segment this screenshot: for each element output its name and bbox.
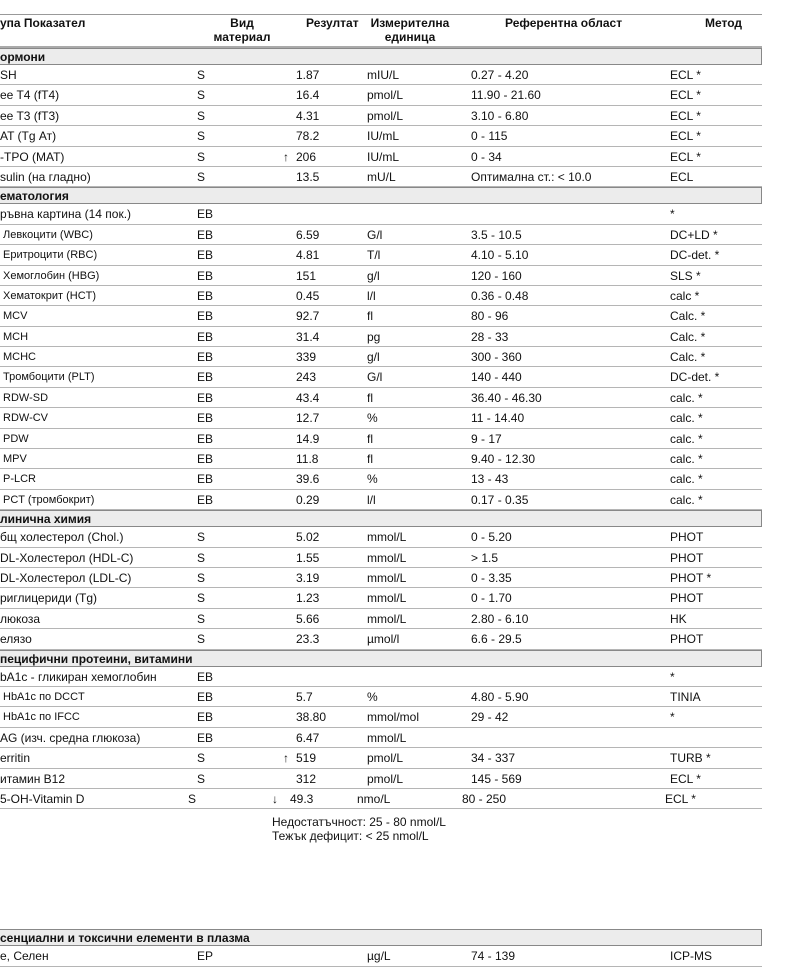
material: EB (197, 689, 214, 704)
material: EB (197, 669, 214, 684)
method: DC-det. * (670, 248, 720, 263)
unit: % (367, 472, 378, 487)
unit: g/l (367, 350, 380, 365)
reference-range: 80 - 96 (471, 309, 509, 324)
method: * (670, 669, 675, 684)
method: ECL * (670, 108, 701, 123)
header-name: упа Показател (0, 16, 86, 30)
material: S (197, 68, 206, 82)
result: 6.47 (296, 730, 320, 745)
table-row (0, 707, 762, 727)
test-name: Тромбоцити (PLT) (3, 371, 95, 384)
material: EB (197, 710, 214, 725)
result: 16.4 (296, 88, 320, 103)
method: PHOT (670, 632, 704, 647)
reference-range: 145 - 569 (471, 771, 522, 786)
table-row (0, 687, 762, 707)
method: calc. * (670, 431, 703, 446)
method: ECL * (670, 68, 701, 82)
unit: µmol/l (367, 632, 400, 647)
test-name: HbA1c по DCCT (3, 690, 85, 703)
test-name: bA1c - гликиран хемоглобин (0, 669, 157, 684)
result: 92.7 (296, 309, 320, 324)
material: S (197, 149, 206, 164)
table-row (0, 245, 762, 265)
table-row (0, 469, 762, 489)
test-name: e, Селен (0, 949, 49, 964)
unit: mmol/L (367, 611, 407, 626)
reference-range: 0.17 - 0.35 (471, 492, 529, 507)
method: Calc. * (670, 309, 706, 324)
unit: pmol/L (367, 108, 404, 123)
table-row (0, 609, 762, 629)
unit: µg/L (367, 949, 391, 964)
method: ECL * (670, 129, 701, 144)
result: 5.02 (296, 530, 320, 545)
result: 38.80 (296, 710, 327, 725)
material: EB (197, 207, 214, 222)
test-name: HbA1c по IFCC (3, 711, 80, 724)
reference-range: 0.36 - 0.48 (471, 288, 529, 303)
table-row (0, 225, 762, 245)
table-row (0, 527, 762, 547)
section-header (0, 48, 762, 65)
table-row (0, 306, 762, 326)
reference-range: 0 - 1.70 (471, 591, 512, 606)
result: 0.45 (296, 288, 320, 303)
method: ECL * (670, 149, 701, 164)
table-row (0, 147, 762, 167)
result: 243 (296, 370, 317, 385)
unit: IU/mL (367, 129, 400, 144)
test-name: Еритроцити (RBC) (3, 249, 98, 262)
method: calc. * (670, 452, 703, 467)
table-row (0, 728, 762, 748)
table-row (0, 126, 762, 146)
test-name: бщ холестерол (Chol.) (0, 530, 124, 545)
section-header (0, 929, 762, 946)
method: Calc. * (670, 350, 706, 365)
material: EB (197, 492, 214, 507)
material: S (197, 632, 206, 647)
reference-range: 0 - 115 (471, 129, 508, 144)
test-name: DL-Холестерол (HDL-C) (0, 550, 134, 565)
unit: pg (367, 329, 381, 344)
table-row (0, 65, 762, 85)
test-name: erritin (0, 751, 31, 766)
unit: pmol/L (367, 771, 404, 786)
header-result: Резултат (306, 16, 359, 30)
method: PHOT (670, 591, 704, 606)
method: ICP-MS (670, 949, 712, 964)
reference-range: 0.27 - 4.20 (471, 68, 529, 82)
unit: pmol/L (367, 88, 404, 103)
header-reference: Референтна област (505, 16, 623, 30)
table-row (0, 490, 762, 510)
table-row (0, 588, 762, 608)
test-name: риглицериди (Tg) (0, 591, 98, 606)
method: Calc. * (670, 329, 706, 344)
arrow-up-icon: ↑ (283, 751, 289, 766)
result: 3.19 (296, 570, 320, 585)
method: ECL * (670, 771, 701, 786)
arrow-down-icon: ↓ (272, 791, 278, 806)
results-table (0, 14, 762, 967)
test-name: -TPO (MAT) (0, 149, 65, 164)
test-name: AT (Tg Ат) (0, 129, 57, 144)
table-row (0, 667, 762, 687)
material: EB (197, 288, 214, 303)
table-row (0, 429, 762, 449)
reference-range: 0 - 34 (471, 149, 502, 164)
material: EB (197, 227, 214, 242)
reference-range: > 1.5 (471, 550, 499, 565)
result: 1.55 (296, 550, 320, 565)
result: 339 (296, 350, 317, 365)
test-name: PCT (тромбокрит) (3, 493, 95, 506)
test-name: P-LCR (3, 473, 37, 486)
material: EB (197, 431, 214, 446)
table-row (0, 85, 762, 105)
result: 23.3 (296, 632, 320, 647)
test-name: DL-Холестерол (LDL-C) (0, 570, 132, 585)
method: calc. * (670, 390, 703, 405)
test-name: SH (0, 68, 17, 82)
result: 49.3 (290, 791, 314, 806)
reference-range: 0 - 3.35 (471, 570, 512, 585)
method: calc. * (670, 472, 703, 487)
table-row (0, 568, 762, 588)
result: 4.31 (296, 108, 320, 123)
unit: l/l (367, 288, 376, 303)
material: EB (197, 309, 214, 324)
table-row (0, 388, 762, 408)
test-name: ръвна картина (14 пок.) (0, 207, 132, 222)
result: 78.2 (296, 129, 320, 144)
reference-notes (0, 815, 762, 844)
reference-range: 4.80 - 5.90 (471, 689, 529, 704)
table-row (0, 449, 762, 469)
result: 5.7 (296, 689, 313, 704)
section-header (0, 650, 762, 667)
table-row (0, 266, 762, 286)
result: 11.8 (296, 452, 319, 467)
header-material: Вид материал (213, 16, 271, 44)
section-header (0, 187, 762, 204)
reference-range: 28 - 33 (471, 329, 509, 344)
result: 6.59 (296, 227, 320, 242)
method: calc * (670, 288, 700, 303)
table-row (0, 946, 762, 966)
reference-range: 36.40 - 46.30 (471, 390, 542, 405)
method: TINIA (670, 689, 701, 704)
result: 43.4 (296, 390, 320, 405)
table-row (0, 629, 762, 649)
material: S (188, 791, 197, 806)
result: 312 (296, 771, 317, 786)
result: 14.9 (296, 431, 320, 446)
test-name: RDW-SD (3, 391, 49, 404)
unit: fl (367, 390, 373, 405)
result: 206 (296, 149, 317, 164)
material: S (197, 570, 206, 585)
table-row (0, 167, 762, 187)
unit: g/l (367, 268, 380, 283)
section-header (0, 510, 762, 527)
test-name: ee T4 (fT4) (0, 88, 60, 103)
table-row (0, 327, 762, 347)
table-header (0, 14, 762, 48)
material: EB (197, 268, 214, 283)
material: EB (197, 370, 214, 385)
material: S (197, 129, 206, 144)
test-name: MCHC (3, 351, 36, 364)
reference-range: 6.6 - 29.5 (471, 632, 522, 647)
material: EB (197, 411, 214, 426)
test-name: MPV (3, 453, 27, 466)
method: calc. * (670, 492, 703, 507)
method: SLS * (670, 268, 701, 283)
section-title: линична химия (0, 512, 92, 527)
reference-range: 300 - 360 (471, 350, 522, 365)
test-name: MCV (3, 310, 28, 323)
material: EB (197, 350, 214, 365)
header-unit: Измерителна единица (370, 16, 450, 44)
unit: G/l (367, 370, 383, 385)
test-name: MCH (3, 330, 29, 343)
material: EB (197, 248, 214, 263)
unit: mmol/L (367, 591, 407, 606)
result: 31.4 (296, 329, 320, 344)
table-row (0, 367, 762, 387)
method: DC+LD * (670, 227, 718, 242)
table-row (0, 748, 762, 768)
table-row (0, 204, 762, 224)
section-title: ематология (0, 189, 69, 204)
material: EP (197, 949, 214, 964)
reference-range: 80 - 250 (462, 791, 507, 806)
method: calc. * (670, 411, 703, 426)
method: PHOT (670, 530, 704, 545)
section-title: пецифични протеини, витамини (0, 651, 193, 666)
table-row (0, 769, 762, 789)
unit: mmol/L (367, 530, 407, 545)
material: S (197, 591, 206, 606)
test-name: ee T3 (fT3) (0, 108, 60, 123)
result: 12.7 (296, 411, 320, 426)
test-name: Хемоглобин (HBG) (3, 269, 100, 282)
material: EB (197, 472, 214, 487)
reference-range: 120 - 160 (471, 268, 522, 283)
material: S (197, 169, 206, 184)
method: ECL (670, 169, 694, 184)
result: 1.87 (296, 68, 320, 82)
reference-range: 3.10 - 6.80 (471, 108, 529, 123)
method: * (670, 207, 675, 222)
material: S (197, 771, 206, 786)
reference-range: 140 - 440 (471, 370, 522, 385)
reference-range: 3.5 - 10.5 (471, 227, 522, 242)
section-title: сенциални и токсични елементи в плазма (0, 931, 250, 946)
table-row (0, 286, 762, 306)
material: S (197, 611, 206, 626)
table-row (0, 408, 762, 428)
unit: fl (367, 431, 373, 446)
result: 1.23 (296, 591, 320, 606)
unit: G/l (367, 227, 383, 242)
test-name: sulin (на гладно) (0, 169, 91, 184)
reference-range: 11 - 14.40 (471, 411, 525, 426)
method: DC-det. * (670, 370, 720, 385)
reference-range: 9.40 - 12.30 (471, 452, 536, 467)
unit: fl (367, 452, 373, 467)
unit: l/l (367, 492, 376, 507)
table-row (0, 347, 762, 367)
method: TURB * (670, 751, 711, 766)
note: Недостатъчност: 25 - 80 nmol/L (272, 815, 446, 830)
material: S (197, 108, 206, 123)
method: * (670, 710, 675, 725)
unit: mmol/mol (367, 710, 420, 725)
reference-range: 34 - 337 (471, 751, 516, 766)
unit: % (367, 411, 378, 426)
table-row (0, 106, 762, 126)
material: EB (197, 329, 214, 344)
material: S (197, 550, 206, 565)
reference-range: 11.90 - 21.60 (471, 88, 541, 103)
reference-range: 2.80 - 6.10 (471, 611, 529, 626)
test-name: люкоза (0, 611, 41, 626)
test-name: Хематокрит (HCT) (3, 289, 97, 302)
material: S (197, 751, 206, 766)
unit: pmol/L (367, 751, 404, 766)
reference-range: Оптимална ст.: < 10.0 (471, 169, 592, 184)
material: EB (197, 452, 214, 467)
material: S (197, 530, 206, 545)
unit: mU/L (367, 169, 396, 184)
unit: mmol/L (367, 570, 407, 585)
result: 519 (296, 751, 317, 766)
arrow-up-icon: ↑ (283, 149, 289, 164)
result: 5.66 (296, 611, 320, 626)
reference-range: 13 - 43 (471, 472, 509, 487)
unit: % (367, 689, 378, 704)
test-name: итамин B12 (0, 771, 66, 786)
result: 39.6 (296, 472, 320, 487)
method: ECL * (670, 88, 701, 103)
method: ECL * (665, 791, 696, 806)
unit: mmol/L (367, 550, 407, 565)
method: HK (670, 611, 687, 626)
unit: IU/mL (367, 149, 400, 164)
note: Тежък дефицит: < 25 nmol/L (272, 829, 429, 844)
reference-range: 74 - 139 (471, 949, 516, 964)
unit: nmo/L (357, 791, 391, 806)
material: EB (197, 390, 214, 405)
section-title: ормони (0, 50, 46, 64)
table-row (0, 789, 762, 809)
test-name: 5-OH-Vitamin D (0, 791, 85, 806)
table-row (0, 548, 762, 568)
result: 4.81 (296, 248, 320, 263)
header-method: Метод (705, 16, 743, 30)
spacer (0, 841, 762, 929)
material: S (197, 88, 206, 103)
test-name: елязо (0, 632, 32, 647)
method: PHOT * (670, 570, 712, 585)
unit: fl (367, 309, 373, 324)
test-name: AG (изч. средна глюкоза) (0, 730, 141, 745)
reference-range: 29 - 42 (471, 710, 509, 725)
method: PHOT (670, 550, 704, 565)
test-name: PDW (3, 432, 29, 445)
unit: T/l (367, 248, 381, 263)
result: 0.29 (296, 492, 320, 507)
test-name: Левкоцити (WBC) (3, 228, 93, 241)
reference-range: 9 - 17 (471, 431, 502, 446)
unit: mmol/L (367, 730, 407, 745)
result: 151 (296, 268, 317, 283)
material: EB (197, 730, 214, 745)
reference-range: 4.10 - 5.10 (471, 248, 529, 263)
reference-range: 0 - 5.20 (471, 530, 512, 545)
test-name: RDW-CV (3, 412, 49, 425)
unit: mIU/L (367, 68, 400, 82)
result: 13.5 (296, 169, 320, 184)
